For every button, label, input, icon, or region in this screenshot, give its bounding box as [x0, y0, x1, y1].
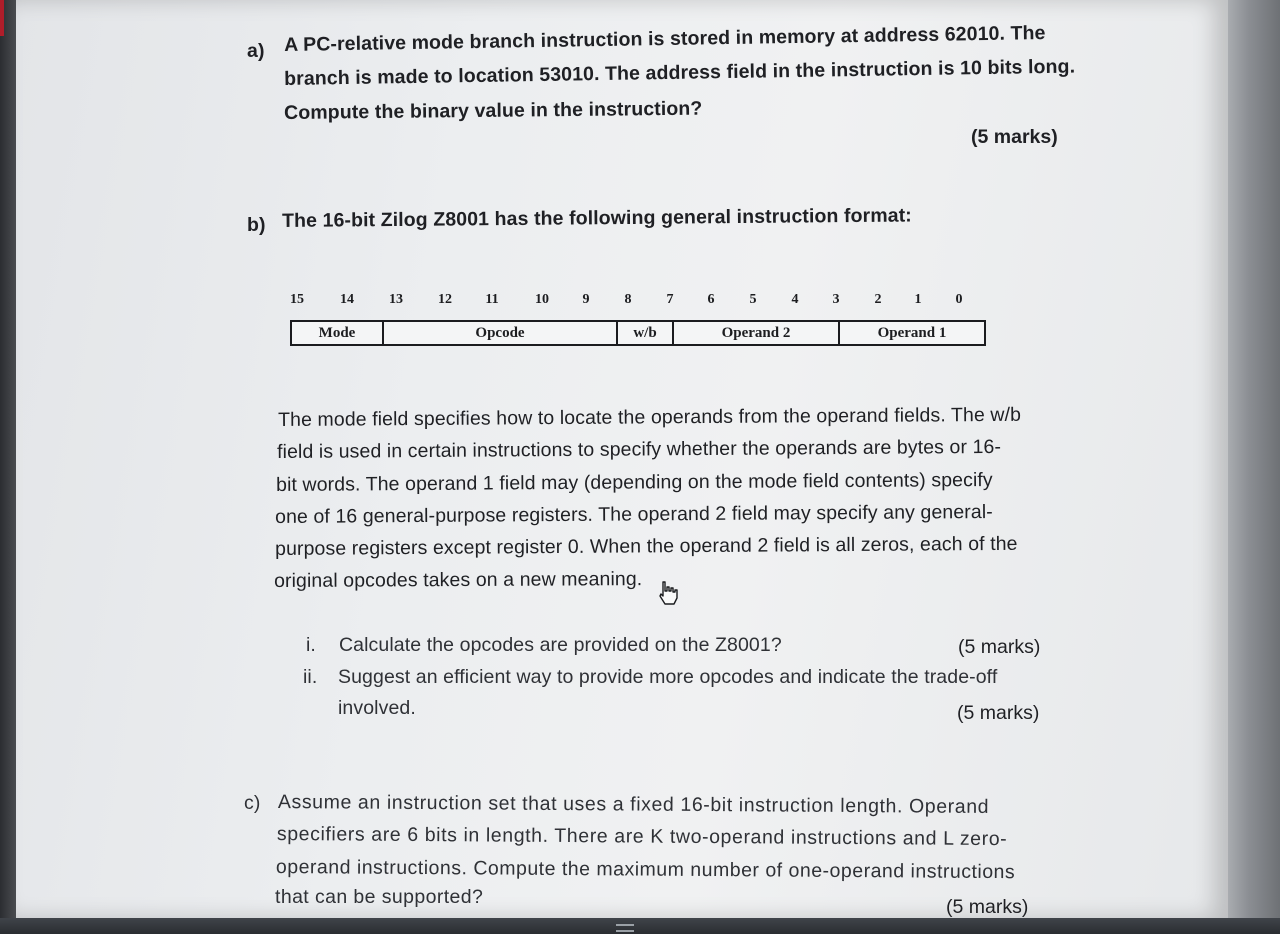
question-b-paragraph-line-3: bit words. The operand 1 field may (depending on the mode field contents) specify — [276, 468, 993, 496]
bit-number: 4 — [791, 292, 799, 307]
bit-number: 7 — [666, 292, 674, 307]
subquestion-i-text: Calculate the opcodes are provided on the Z8001? — [339, 634, 782, 656]
question-b-paragraph-line-2: field is used in certain instructions to specify whether the operands are bytes or 16- — [277, 435, 1002, 463]
exam-page — [16, 0, 1228, 918]
question-c-line-3: operand instructions. Compute the maximum number of one-operand instructions — [275, 856, 1016, 884]
question-c-marks: (5 marks) — [946, 896, 1029, 918]
subquestion-i-number: i. — [306, 634, 316, 656]
bit-number: 9 — [582, 292, 590, 307]
field-mode: Mode — [292, 322, 384, 344]
question-a-marks: (5 marks) — [971, 126, 1058, 148]
screen-bottom-bar — [0, 918, 1280, 934]
subquestion-ii-text: Suggest an efficient way to provide more opcodes and indicate the trade-off — [338, 666, 998, 688]
question-a-line-2: branch is made to location 53010. The address field in the instruction is 10 bits long. — [284, 55, 1076, 90]
bit-number: 3 — [832, 292, 840, 307]
instruction-field-bar — [290, 320, 986, 346]
screen-right-edge — [1228, 0, 1280, 934]
question-b-paragraph-line-6: original opcodes takes on a new meaning. — [274, 568, 643, 592]
instruction-format-diagram — [286, 286, 992, 356]
question-b-paragraph-line-1: The mode field specifies how to locate the operands from the operand fields. The w/b — [278, 403, 1022, 431]
field-operand-1: Operand 1 — [877, 325, 947, 341]
red-edge-strip — [0, 0, 4, 36]
screen-left-edge — [0, 0, 16, 934]
question-a-label: a) — [247, 40, 265, 62]
bit-number: 14 — [340, 292, 354, 307]
question-c-line-1: Assume an instruction set that uses a fixed 16-bit instruction length. Operand — [277, 791, 990, 818]
question-c-line-4: that can be supported? — [275, 886, 484, 908]
question-b-paragraph-line-4: one of 16 general-purpose registers. The operand 2 field may specify any general- — [275, 500, 993, 528]
bit-number: 10 — [535, 292, 549, 307]
bit-number: 1 — [914, 292, 922, 307]
subquestion-ii-text-cont: involved. — [338, 697, 416, 719]
question-a-line-1: A PC-relative mode branch instruction is stored in memory at address 62010. The — [284, 22, 1046, 56]
bit-number: 6 — [707, 292, 715, 307]
bit-number: 5 — [749, 292, 757, 307]
subquestion-ii-marks: (5 marks) — [957, 702, 1040, 724]
bit-number: 12 — [438, 292, 452, 307]
field-operand-2: Operand 2 — [674, 322, 840, 344]
question-b-label: b) — [247, 214, 266, 236]
question-c-line-2: specifiers are 6 bits in length. There are K two-operand instructions and L zero- — [276, 823, 1008, 851]
bit-number: 0 — [955, 292, 963, 307]
question-a-line-3: Compute the binary value in the instruction? — [284, 97, 703, 124]
question-c-label: c) — [244, 792, 261, 814]
bit-number: 8 — [624, 292, 632, 307]
bit-number: 2 — [874, 292, 882, 307]
menu-handle-icon — [616, 924, 634, 932]
question-b-paragraph-line-5: purpose registers except register 0. When the operand 2 field is all zeros, each of the — [275, 532, 1018, 560]
question-b-intro: The 16-bit Zilog Z8001 has the following general instruction format: — [282, 204, 912, 232]
field-wb: w/b — [618, 322, 674, 344]
subquestion-i-marks: (5 marks) — [958, 636, 1041, 658]
bit-number: 13 — [389, 292, 403, 307]
hand-cursor-icon — [656, 580, 680, 611]
bit-number: 11 — [485, 292, 499, 307]
field-opcode: Opcode — [384, 322, 618, 344]
bit-number: 15 — [290, 292, 304, 307]
subquestion-ii-number: ii. — [303, 666, 318, 688]
